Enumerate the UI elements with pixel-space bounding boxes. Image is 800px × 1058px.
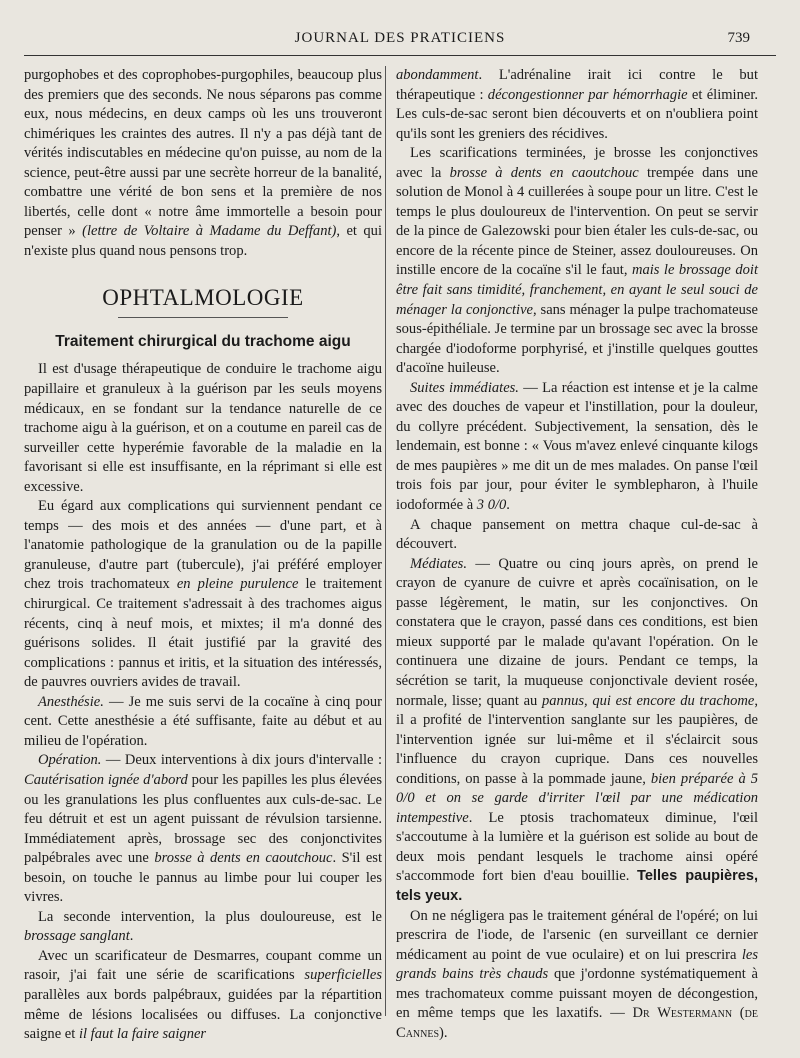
- section-title-rule: [118, 317, 288, 318]
- left-paragraph-1: Il est d'usage thérapeutique de conduire le trachome aigu papillaire et granuleux à la guérison par les seuls moyens médicaux, en se fondant sur la tendance naturelle de ce trachome aigu à la guérison, et on a coutume en pareil cas de surveiller cette hyperémie favorable de la maladie en la favorisant si elle est insuffisante, en la réprimant si elle est excessive.: [24, 361, 382, 495]
- right-paragraph-0: abondamment. L'adrénaline irait ici contre le but thérapeutique : décongestionner par hémorrhagie et éliminer. Les culs-de-sac seront bien découverts et on n'oubliera point qu'ils sont les greniers des récidives.: [396, 67, 759, 142]
- left-paragraph-scarification: Avec un scarificateur de Desmarres, coupant comme un rasoir, j'ai fait une série de scarifications superficielles parallèles aux bords palpébraux, guidées par la répartition même de lésions localisées ou diffuses. La conjonctive saigne et il faut la faire saigner: [24, 947, 382, 1043]
- column-separator: [385, 66, 386, 1016]
- right-paragraph-mediates: Médiates. — Quatre ou cinq jours après, on prend le crayon de cyanure de cuivre et après cocaïnisation, on le passe légèrement, le matin, sur les conjonctives. On constatera que le crayon, passé dans ces conditions, est bien mieux supporté par le malade qu'avant l'opération. On le continuera une dizaine de jours. Pendant ce temps, la sécrétion se tarit, la muqueuse conjonctivale devient rosée, normale, lisse; quant au pannus, qui est encore du trachome, il a profité de l'intervention sanglante sur les paupières, de l'intervention ignée sur lui-même et il s'éclaircit sous l'influence du crayon cuprique. Dans ces nouvelles conditions, on passe à la pommade jaune, bien préparée à 5 0/0 et on se garde d'irriter l'œil par une médication intempestive. Le ptosis trachomateux diminue, l'œil s'accoutume à la lumière et la guérison est solide au bout de deux mois pendant lesquels le trachome ainsi opéré s'accommode fort bien d'eau bouillie. Telles paupières, tels yeux.: [396, 555, 759, 904]
- left-paragraph-anesthesie: Anesthésie. — Je me suis servi de la cocaïne à cinq pour cent. Cette anesthésie a été suffisante, faite au début et au milieu de l'opération.: [24, 693, 382, 749]
- right-paragraph-1: Les scarifications terminées, je brosse les conjonctives avec la brosse à dents en caoutchouc trempée dans une solution de Monol à 4 cuillerées à soupe pour un litre. C'est le temps le plus douloureux de l'intervention. On peut se servir de la pince de Galezowski pour bien étaler les culs-de-sac, ou encore de la récente pince de Steiner, assez douloureuses. On instille encore de la cocaïne s'il le faut, mais le brossage doit être fait sans timidité, franchement, en ayant le seul souci de ménager la conjonctive, sans ménager la pulpe trachomateuse sous-épithéliale. Je termine par un brossage sec avec la brosse chargée d'iodoforme porphyrisé, et j'instille quelques gouttes d'acoïne huileuse.: [396, 145, 758, 377]
- article-title: Traitement chirurgical du trachome aigu: [55, 333, 351, 351]
- page-header: [0, 30, 800, 54]
- right-paragraph-pansement: A chaque pansement on mettra chaque cul-de-sac à découvert.: [396, 516, 758, 553]
- left-column: [24, 66, 382, 1045]
- left-paragraph-0: purgophobes et des coprophobes-purgophiles, beaucoup plus des premiers que des seconds. Ne nous séparons pas comme eux, nous médecins, en deux camps où les uns trouveront chimériques les craintes des autres. Il n'y a pas déjà tant de vérités indiscutables en médecine qu'on puisse, au nom de la science, peut-être aussi par une secrète horreur de la banalité, combattre une vérité de bon sens et la première de nos libertés, celle dont « notre âme immortelle a besoin pour penser » (lettre de Voltaire à Madame du Deffant), et qui n'existe plus quand nous pensons trop.: [24, 67, 382, 259]
- page-number: 739: [727, 30, 750, 46]
- section-title: OPHTALMOLOGIE: [102, 285, 304, 311]
- left-paragraph-operation: Opération. — Deux interventions à dix jours d'intervalle : Cautérisation ignée d'abord pour les papilles les plus élevées ou les granulations les plus confluentes aux culs-de-sac. Le feu détruit et est un agent puissant de révulsion tarsienne. Immédiatement après, brossage sec des conjonctivites palpébrales avec une brosse à dents en caoutchouc. S'il est besoin, on touche le pannus au limbe pour lui couper les vivres.: [24, 752, 382, 906]
- left-paragraph-seconde: La seconde intervention, la plus douloureuse, est le brossage sanglant.: [24, 908, 382, 945]
- right-paragraph-general: On ne négligera pas le traitement général de l'opéré; on lui prescrira de l'iode, de l'arsenic (en surveillant ce dernier médicament au point de vue oculaire) et on lui prescrira les grands bains très chauds que j'ordonne systématiquement à mes trachomateux comme puissant moyen de décongestion, en même temps que les laxatifs. — Dr Westermann (de Cannes).: [396, 907, 758, 1041]
- header-rule: [24, 55, 776, 56]
- left-paragraph-2: Eu égard aux complications qui surviennent pendant ce temps — des mois et des années — d'une part, et à l'anatomie pathologique de la granulation ou de la papille granuleuse, d'autre part (tubercule), j'ai préféré employer chez trois trachomateux en pleine purulence le traitement chirurgical. Ce traitement s'adressait à des trachomes aigus récents, cinq à neuf mois, et mixtes; il m'a donné des guérisons solides. Il était justifié par la gravité des complications : pannus et iritis, et la situation des intéressés, de pauvres ouvriers avides de travail.: [24, 498, 382, 691]
- running-title: JOURNAL DES PRATICIENS: [294, 30, 506, 46]
- author-signature: Dr Westermann (de Cannes).: [396, 1005, 758, 1041]
- right-paragraph-suites: Suites immédiates. — La réaction est intense et je la calme avec des douches de vapeur et l'instillation, pour la douleur, du collyre précédent. Subjectivement, la sensation, dès le lendemain, est bonne : « Vous m'avez enlevé cinquante kilogs de mes paupières » me dit un de mes malades. On panse l'œil trois fois par jour, pour éviter le symblepharon, à l'huile iodoformée à 3 0/0.: [396, 379, 758, 514]
- right-column: [396, 66, 758, 1043]
